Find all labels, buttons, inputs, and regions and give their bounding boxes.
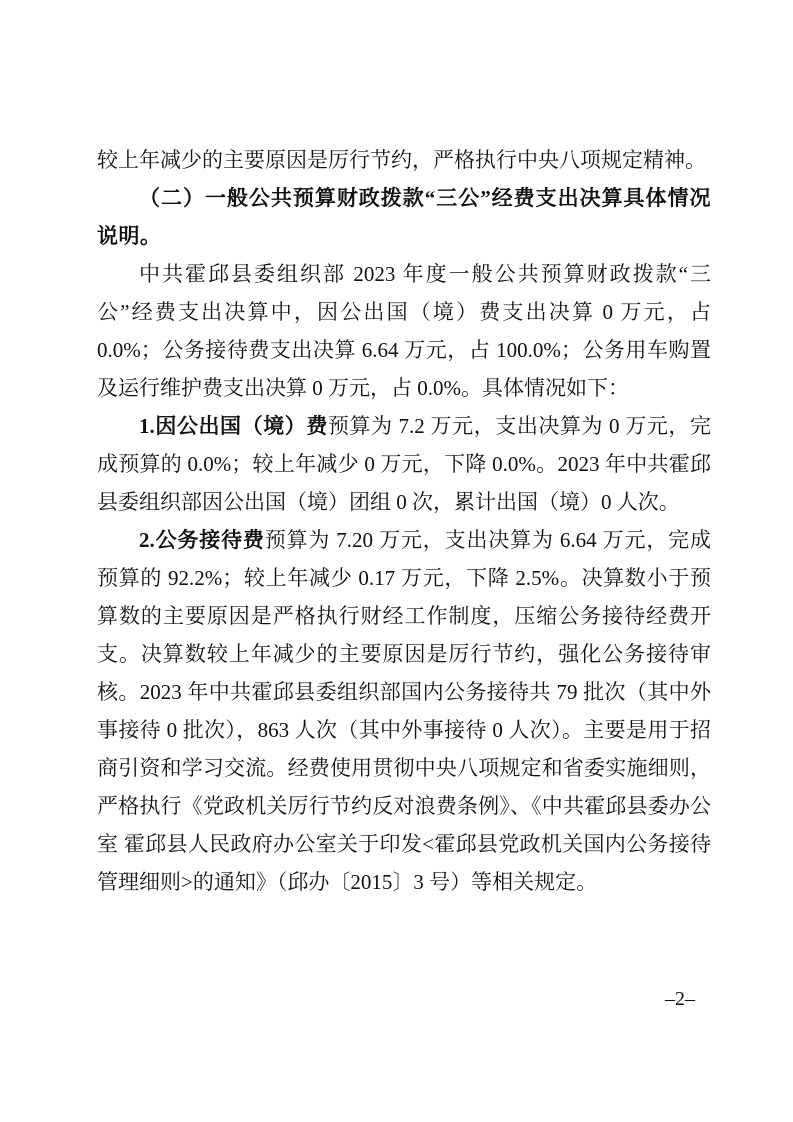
paragraph-item-1	[97, 407, 711, 521]
paragraph-overview: 中共霍邱县委组织部 2023 年度一般公共预算财政拨款“三公”经费支出决算中，因公出国（境）费支出决算 0 万元，占 0.0%；公务接待费支出决算 6.64 万元，占 100.0%；公务用车购置及运行维护费支出决算 0 万元，占 0.0%。具体情况如下：	[97, 262, 711, 400]
item-2-body: 预算为 7.20 万元，支出决算为 6.64 万元，完成预算的 92.2%；较上年减少 0.17 万元，下降 2.5%。决算数小于预算数的主要原因是严格执行财经工作制度，压缩公务接待经费开支。决算数较上年减少的主要原因是厉行节约，强化公务接待审核。2023 年中共霍邱县委组织部国内公务接待共 79 批次（其中外事接待 0 批次），863 人次（其中外事接待 0 人次）。主要是用于招商引资和学习交流。经费使用贯彻中央八项规定和省委实施细则，严格执行《党政机关厉行节约反对浪费条例》、《中共霍邱县委办公室 霍邱县人民政府办公室关于印发<霍邱县党政机关国内公务接待管理细则>的通知》（邱办〔2015〕3 号）等相关规定。	[97, 528, 712, 894]
document-body	[97, 141, 711, 901]
paragraph-carryover: 较上年减少的主要原因是厉行节约，严格执行中央八项规定精神。	[97, 148, 706, 172]
paragraph-item-2	[97, 521, 711, 901]
page-number: –2–	[665, 988, 695, 1010]
section-heading: （二）一般公共预算财政拨款“三公”经费支出决算具体情况说明。	[97, 186, 711, 248]
item-1-title: 1.因公出国（境）费	[139, 414, 328, 438]
item-2-title: 2.公务接待费	[139, 528, 265, 552]
item-1-body: 预算为 7.2 万元，支出决算为 0 万元，完成预算的 0.0%；较上年减少 0 万元，下降 0.0%。2023 年中共霍邱县委组织部因公出国（境）团组 0 次，累计出国（境）0 人次。	[97, 414, 712, 514]
